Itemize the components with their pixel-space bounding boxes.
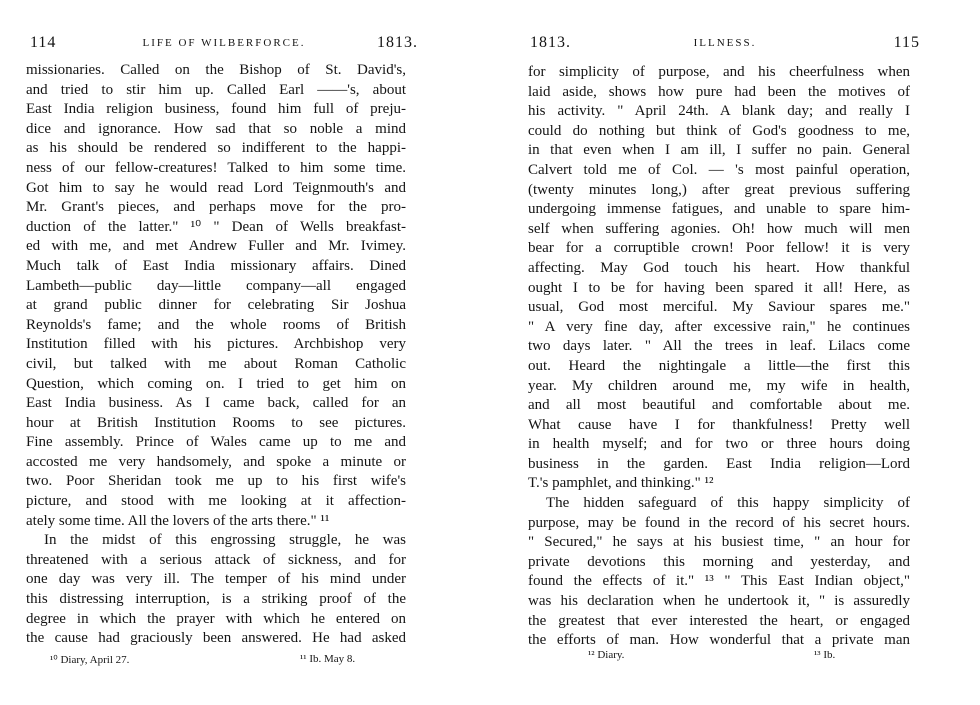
footnote: ¹² Diary. — [588, 649, 625, 661]
text-line: Institution filled with his pictures. Archbishop very — [26, 336, 406, 353]
text-line: T.'s pamphlet, and thinking." ¹² — [528, 475, 714, 492]
text-line: accosted me very handsomely, and spoke a minute or — [26, 453, 406, 470]
text-line: dice and ignorance. How sad that so noble a mind — [26, 120, 406, 137]
text-line: threatened with a serious attack of sickness, and for — [26, 551, 406, 568]
text-line: ately some time. All the lovers of the arts there." ¹¹ — [26, 512, 330, 529]
text-line: self when suffering agonies. Oh! how much will men — [528, 220, 910, 237]
text-line: degree in which the prayer with which he entered on — [26, 610, 406, 627]
text-line: Reynolds's fame; and the whole rooms of British — [26, 316, 406, 333]
text-line: the greatest that ever interested the heart, or engaged — [528, 612, 910, 629]
text-line: Mr. Grant's pieces, and perhaps move for the pro- — [26, 199, 406, 216]
left-page-number: 114 — [30, 34, 57, 51]
text-line: year. My children around me, my wife in health, — [528, 377, 910, 394]
text-line: this distressing interruption, is a striking proof of the — [26, 591, 406, 608]
footnote: ¹¹ Ib. May 8. — [300, 653, 356, 665]
text-line: for simplicity of purpose, and his cheerfulness when — [528, 64, 910, 80]
text-line: was his declaration when he undertook it, " is assuredly — [528, 593, 910, 610]
footnote: ¹⁰ Diary, April 27. — [50, 654, 130, 666]
text-line: the cause had graciously been answered. He had asked — [26, 630, 406, 647]
left-running-title: LIFE OF WILBERFORCE. — [142, 37, 306, 49]
text-line: and tried to stir him up. Called Earl ——'s, about — [26, 81, 406, 98]
text-line: Question, which coming on. I tried to get him on — [26, 375, 406, 392]
text-line: Got him to say he would read Lord Teignmouth's and — [26, 179, 406, 196]
left-year: 1813. — [377, 34, 418, 51]
right-page — [490, 0, 980, 705]
text-line: laid aside, shows how pure had been the motives of — [528, 83, 910, 100]
text-line: " A very fine day, after excessive rain," he continues — [528, 318, 910, 335]
text-line: ought I to be for having been spared it all! Here, as — [528, 279, 910, 296]
left-body-text — [26, 61, 406, 649]
text-line: " Secured," he says at his busiest time, " an hour for — [528, 534, 910, 551]
text-line: Fine assembly. Prince of Wales came up to me and — [26, 434, 406, 451]
text-line: The hidden safeguard of this happy simplicity of — [546, 495, 910, 512]
text-line: two days later. " All the trees in leaf. Lilacs come — [528, 338, 910, 355]
text-line: civil, but talked with me about Roman Catholic — [26, 355, 406, 372]
footnote: ¹³ Ib. — [814, 649, 836, 661]
text-line: Much talk of East India missionary affairs. Dined — [26, 257, 406, 274]
text-line: at grand public dinner for celebrating Sir Joshua — [26, 297, 406, 314]
text-line: usual, God most merciful. My Saviour spares me." — [528, 299, 910, 316]
text-line: East India business. As I came back, called for an — [26, 395, 406, 412]
right-body-text — [528, 63, 910, 651]
text-line: out. Heard the nightingale a little—the first this — [528, 357, 910, 374]
text-line: affecting. May God touch his heart. How thankful — [528, 259, 910, 276]
text-line: found the effects of it." ¹³ " This East Indian object," — [528, 573, 910, 590]
text-line: hour at British Institution Rooms to see pictures. — [26, 414, 406, 431]
text-line: Calvert told me of Col. — 's most painful operation, — [528, 161, 910, 178]
text-line: picture, and stood with me looking at it affection- — [26, 493, 406, 510]
text-line: ness of our fellow-creatures! Talked to him some time. — [26, 159, 406, 176]
left-running-head — [30, 34, 418, 54]
text-line: the efforts of man. How wonderful that a private man — [528, 632, 910, 649]
right-year: 1813. — [530, 34, 571, 51]
text-line: missionaries. Called on the Bishop of St. David's, — [26, 62, 406, 78]
text-line: his activity. " April 24th. A blank day; and really I — [528, 103, 910, 120]
right-running-title: ILLNESS. — [693, 37, 757, 49]
text-line: Lambeth—public day—little company—all engaged — [26, 277, 406, 294]
text-line: ed with me, and met Andrew Fuller and Mr. Ivimey. — [26, 238, 406, 255]
text-line: could do nothing but think of God's goodness to me, — [528, 122, 910, 139]
right-running-head — [530, 34, 920, 54]
right-page-number: 115 — [893, 34, 920, 51]
text-line: undergoing immense fatigues, and unable to spare him- — [528, 201, 910, 218]
text-line: as his should be rendered so indifferent to the happi- — [26, 140, 406, 157]
text-line: one day was very ill. The temper of his mind under — [26, 571, 406, 588]
text-line: private devotions this morning and yesterday, and — [528, 553, 910, 570]
text-line: purpose, may be found in the record of his secret hours. — [528, 514, 910, 531]
text-line: business in the garden. East India religion—Lord — [528, 455, 910, 472]
text-line: in that even when I am ill, I suffer no pain. General — [528, 142, 910, 159]
text-line: (twenty minutes long,) after great previous suffering — [528, 181, 910, 198]
text-line: and all most beautiful and comfortable about me. — [528, 397, 910, 414]
text-line: East India religion business, found him full of preju- — [26, 101, 406, 118]
text-line: duction of the latter." ¹⁰ " Dean of Wells breakfast- — [26, 218, 406, 235]
text-line: in health myself; and for two or three hours doing — [528, 436, 910, 453]
text-line: two. Poor Sheridan took me up to his first wife's — [26, 473, 406, 490]
text-line: What cause have I for thankfulness! Pretty well — [528, 416, 910, 433]
text-line: bear for a corruptible crown! Poor fellow! it is very — [528, 240, 910, 257]
text-line: In the midst of this engrossing struggle, he was — [44, 532, 406, 549]
